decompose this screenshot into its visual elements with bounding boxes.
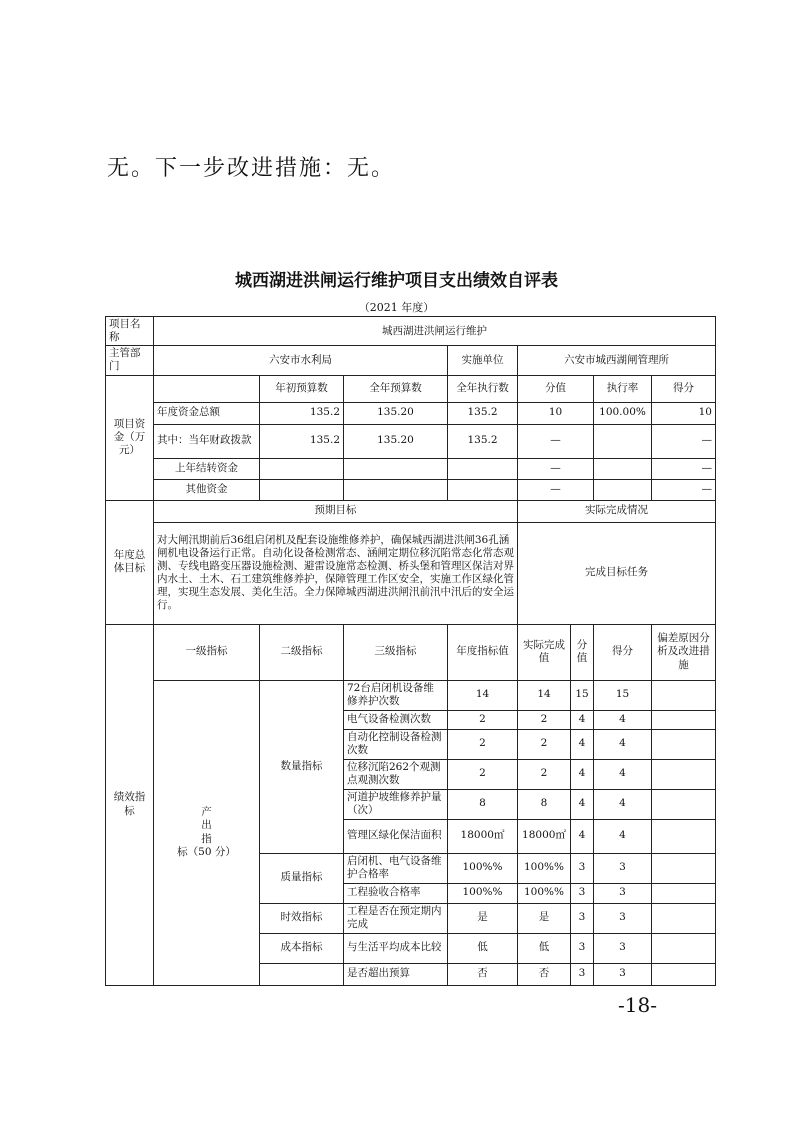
funds-header: 年初预算数 bbox=[260, 375, 344, 402]
perf-actual: 低 bbox=[518, 933, 571, 963]
perf-group-qty: 数量指标 bbox=[260, 680, 344, 853]
perf-score: 3 bbox=[594, 853, 652, 883]
perf-level1 bbox=[154, 680, 260, 985]
funds-row-name: 其他资金 bbox=[154, 479, 260, 500]
funds-cell bbox=[448, 479, 518, 500]
previous-text-line: 无。下一步改进措施：无。 bbox=[107, 156, 396, 181]
funds-cell: — bbox=[652, 458, 716, 479]
perf-l3: 管理区绿化保洁面积 bbox=[344, 819, 448, 853]
funds-cell: 135.2 bbox=[448, 402, 518, 424]
project-name-label: 项目名称 bbox=[106, 317, 154, 346]
funds-header: 全年执行数 bbox=[448, 375, 518, 402]
perf-l3: 与生活平均成本比较 bbox=[344, 933, 448, 963]
table-title: 城西湖进洪闸运行维护项目支出绩效自评表 bbox=[235, 271, 558, 291]
perf-note bbox=[652, 883, 716, 903]
perf-group-quality: 质量指标 bbox=[260, 853, 344, 903]
perf-level1-line: 指 bbox=[201, 832, 212, 845]
perf-level1-line: 标（50 分） bbox=[177, 845, 236, 858]
perf-target: 低 bbox=[448, 933, 518, 963]
perf-target: 100%% bbox=[448, 883, 518, 903]
perf-level1-line: 产 bbox=[201, 806, 212, 819]
perf-target: 否 bbox=[448, 963, 518, 985]
perf-header: 二级指标 bbox=[260, 624, 344, 680]
funds-cell: 100.00% bbox=[594, 402, 652, 424]
perf-actual: 18000㎡ bbox=[518, 819, 571, 853]
funds-cell bbox=[260, 458, 344, 479]
funds-cell: 135.20 bbox=[344, 424, 448, 458]
perf-header: 实际完成值 bbox=[518, 624, 571, 680]
unit-value: 六安市城西湖闸管理所 bbox=[518, 346, 716, 375]
perf-actual: 2 bbox=[518, 710, 571, 729]
goal-actual-text: 完成目标任务 bbox=[518, 522, 716, 624]
perf-actual: 否 bbox=[518, 963, 571, 985]
perf-target: 18000㎡ bbox=[448, 819, 518, 853]
project-name-value: 城西湖进洪闸运行维护 bbox=[154, 317, 716, 346]
funds-cell bbox=[594, 424, 652, 458]
perf-score: 3 bbox=[594, 883, 652, 903]
dept-value: 六安市水利局 bbox=[154, 346, 448, 375]
perf-header: 一级指标 bbox=[154, 624, 260, 680]
perf-note bbox=[652, 933, 716, 963]
perf-actual: 是 bbox=[518, 903, 571, 933]
perf-target: 2 bbox=[448, 759, 518, 789]
perf-weight: 4 bbox=[571, 729, 594, 759]
funds-header: 执行率 bbox=[594, 375, 652, 402]
funds-cell bbox=[594, 479, 652, 500]
dept-label: 主管部门 bbox=[106, 346, 154, 375]
perf-score: 4 bbox=[594, 759, 652, 789]
perf-weight: 3 bbox=[571, 963, 594, 985]
funds-row-name: 年度资金总额 bbox=[154, 402, 260, 424]
funds-cell: — bbox=[518, 458, 594, 479]
perf-header: 分值 bbox=[571, 624, 594, 680]
perf-l3: 位移沉陷262个观测点观测次数 bbox=[344, 759, 448, 789]
funds-cell bbox=[448, 458, 518, 479]
perf-weight: 4 bbox=[571, 759, 594, 789]
year-label: （2021 年度） bbox=[358, 301, 435, 314]
funds-cell bbox=[594, 458, 652, 479]
funds-cell: 135.2 bbox=[260, 402, 344, 424]
perf-weight: 3 bbox=[571, 883, 594, 903]
perf-l3: 72台启闭机设备维修养护次数 bbox=[344, 680, 448, 710]
perf-note bbox=[652, 680, 716, 710]
perf-level1-line: 出 bbox=[201, 819, 212, 832]
perf-header: 得分 bbox=[594, 624, 652, 680]
perf-weight: 4 bbox=[571, 789, 594, 819]
funds-cell: 10 bbox=[652, 402, 716, 424]
perf-score: 4 bbox=[594, 729, 652, 759]
perf-note bbox=[652, 963, 716, 985]
perf-note bbox=[652, 789, 716, 819]
funds-header-blank bbox=[154, 375, 260, 402]
perf-l3: 工程是否在预定期内完成 bbox=[344, 903, 448, 933]
perf-target: 14 bbox=[448, 680, 518, 710]
funds-label: 项目资金（万元） bbox=[106, 375, 154, 500]
funds-cell: 135.2 bbox=[260, 424, 344, 458]
perf-note bbox=[652, 710, 716, 729]
perf-score: 3 bbox=[594, 903, 652, 933]
perf-target: 100%% bbox=[448, 853, 518, 883]
perf-weight: 3 bbox=[571, 853, 594, 883]
funds-cell: — bbox=[518, 424, 594, 458]
perf-group-blank bbox=[260, 963, 344, 985]
perf-label: 绩效指标 bbox=[106, 624, 154, 985]
perf-l3: 启闭机、电气设备维护合格率 bbox=[344, 853, 448, 883]
perf-note bbox=[652, 759, 716, 789]
perf-group-time: 时效指标 bbox=[260, 903, 344, 933]
funds-cell: 135.2 bbox=[448, 424, 518, 458]
perf-target: 2 bbox=[448, 710, 518, 729]
funds-cell: — bbox=[652, 479, 716, 500]
perf-actual: 14 bbox=[518, 680, 571, 710]
perf-actual: 100%% bbox=[518, 853, 571, 883]
perf-group-cost: 成本指标 bbox=[260, 933, 344, 963]
perf-weight: 4 bbox=[571, 710, 594, 729]
perf-target: 是 bbox=[448, 903, 518, 933]
goal-expected-text: 对大闸汛期前后36组启闭机及配套设施维修养护，确保城西湖进洪闸36孔涵闸机电设备运行正常。自动化设备检测常态、涵闸定期位移沉陷常态化常态观测、专线电路变压器设施检测、避雷设施常态检测、桥头堡和管理区保洁对界内水土、土木、石工建筑维修养护，保障管理工作区安全，实施工作区绿化管理，实现生态发展、美化生活。全力保障城西湖进洪闸汛前汛中汛后的安全运行。 bbox=[154, 522, 518, 624]
perf-actual: 2 bbox=[518, 759, 571, 789]
perf-note bbox=[652, 853, 716, 883]
perf-header: 偏差原因分析及改进措施 bbox=[652, 624, 716, 680]
perf-score: 4 bbox=[594, 789, 652, 819]
perf-target: 8 bbox=[448, 789, 518, 819]
perf-header: 三级指标 bbox=[344, 624, 448, 680]
perf-l3: 是否超出预算 bbox=[344, 963, 448, 985]
perf-note bbox=[652, 729, 716, 759]
goal-expected-header: 预期目标 bbox=[154, 500, 518, 522]
funds-cell: 10 bbox=[518, 402, 594, 424]
perf-note bbox=[652, 819, 716, 853]
perf-target: 2 bbox=[448, 729, 518, 759]
perf-l3: 电气设备检测次数 bbox=[344, 710, 448, 729]
funds-header: 得分 bbox=[652, 375, 716, 402]
funds-header: 分值 bbox=[518, 375, 594, 402]
goal-label: 年度总体目标 bbox=[106, 500, 154, 624]
perf-l3: 工程验收合格率 bbox=[344, 883, 448, 903]
perf-weight: 15 bbox=[571, 680, 594, 710]
funds-cell bbox=[260, 479, 344, 500]
perf-weight: 4 bbox=[571, 819, 594, 853]
funds-cell: 135.20 bbox=[344, 402, 448, 424]
perf-weight: 3 bbox=[571, 933, 594, 963]
funds-row-name: 其中：当年财政拨款 bbox=[154, 424, 260, 458]
funds-cell bbox=[344, 479, 448, 500]
perf-score: 4 bbox=[594, 710, 652, 729]
perf-l3: 河道护坡维修养护量（次） bbox=[344, 789, 448, 819]
goal-actual-header: 实际完成情况 bbox=[518, 500, 716, 522]
perf-score: 3 bbox=[594, 963, 652, 985]
page-number: -18- bbox=[618, 993, 657, 1017]
perf-score: 4 bbox=[594, 819, 652, 853]
perf-l3: 自动化控制设备检测次数 bbox=[344, 729, 448, 759]
funds-cell bbox=[344, 458, 448, 479]
funds-header: 全年预算数 bbox=[344, 375, 448, 402]
perf-weight: 3 bbox=[571, 903, 594, 933]
funds-cell: — bbox=[518, 479, 594, 500]
perf-score: 15 bbox=[594, 680, 652, 710]
funds-cell: — bbox=[652, 424, 716, 458]
perf-note bbox=[652, 903, 716, 933]
self-evaluation-table bbox=[105, 316, 716, 986]
perf-actual: 8 bbox=[518, 789, 571, 819]
perf-actual: 100%% bbox=[518, 883, 571, 903]
perf-actual: 2 bbox=[518, 729, 571, 759]
funds-row-name: 上年结转资金 bbox=[154, 458, 260, 479]
perf-score: 3 bbox=[594, 933, 652, 963]
perf-header: 年度指标值 bbox=[448, 624, 518, 680]
unit-label: 实施单位 bbox=[448, 346, 518, 375]
